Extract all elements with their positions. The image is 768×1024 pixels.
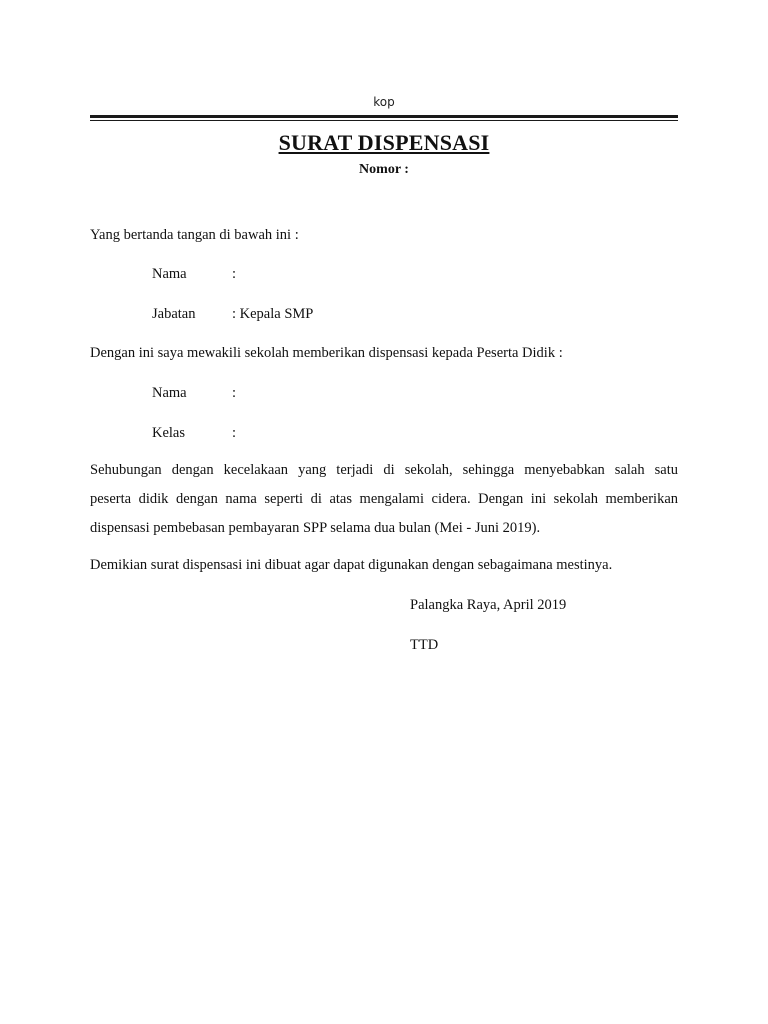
intro-text: Yang bertanda tangan di bawah ini :: [90, 227, 299, 243]
signer-name-value: :: [232, 266, 237, 282]
body-paragraph: [90, 456, 678, 543]
body-paragraph-line: Sehubungan dengan kecelakaan yang terjadi di sekolah, sehingga menyebabkan salah satu: [90, 462, 678, 478]
student-class-value: :: [232, 425, 237, 441]
letterhead-placeholder: kop: [373, 95, 395, 109]
letter-title: SURAT DISPENSASI: [278, 130, 490, 155]
signer-position-label: Jabatan: [152, 306, 196, 322]
statement-text: Dengan ini saya mewakili sekolah memberikan dispensasi kepada Peserta Didik :: [90, 345, 563, 361]
student-name-label: Nama: [152, 385, 187, 401]
signature-place-date: Palangka Raya, April 2019: [410, 597, 567, 613]
letterhead-rule-thick: [90, 115, 678, 118]
signer-name-label: Nama: [152, 266, 187, 282]
student-class-label: Kelas: [152, 425, 186, 441]
letter-number-label: Nomor :: [359, 162, 409, 177]
body-paragraph-line: dispensasi pembebasan pembayaran SPP selama dua bulan (Mei - Juni 2019).: [90, 520, 541, 536]
student-name-value: :: [232, 385, 237, 401]
body-paragraph-line: peserta didik dengan nama seperti di atas mengalami cidera. Dengan ini sekolah memberikan: [90, 491, 678, 507]
closing-text: Demikian surat dispensasi ini dibuat agar dapat digunakan dengan sebagaimana mestinya.: [90, 557, 613, 573]
letterhead-rule-thin: [90, 120, 678, 121]
signer-position-value: : Kepala SMP: [232, 306, 314, 322]
signature-ttd: TTD: [410, 637, 439, 653]
